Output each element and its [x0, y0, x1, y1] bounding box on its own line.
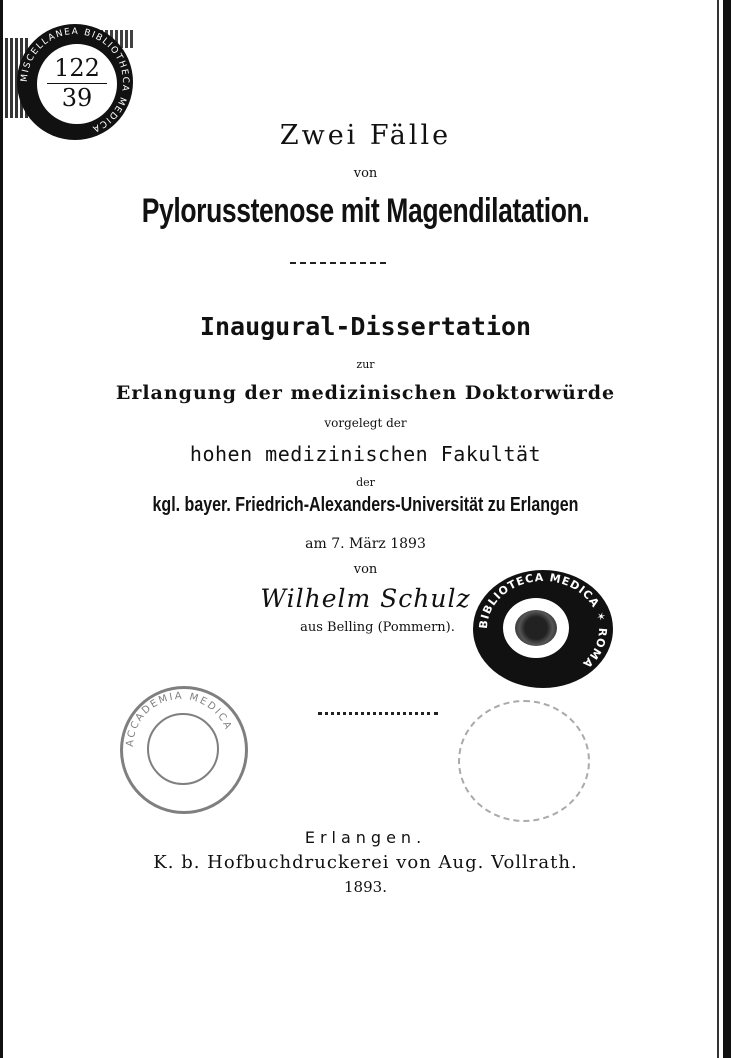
author-origin: aus Belling (Pommern).	[300, 620, 455, 635]
accademia-stamp-text: ACCADEMIA MEDICA	[124, 690, 234, 748]
faded-stamp	[458, 700, 590, 822]
ornament-dots	[318, 712, 438, 715]
dissertation-vorgelegt: vorgelegt der	[324, 416, 407, 430]
dissertation-date: am 7. März 1893	[305, 536, 426, 552]
title-line-1: Zwei Fälle	[279, 120, 452, 151]
page-edge-right	[723, 0, 731, 1058]
dissertation-zur: zur	[356, 358, 375, 371]
biblioteca-stamp-emblem	[515, 610, 557, 646]
university-name: kgl. bayer. Friedrich-Alexanders-Universität zu Erlangen	[152, 494, 579, 516]
dissertation-purpose: Erlangung der medizinischen Doktorwürde	[115, 382, 616, 404]
title-line-2: von	[353, 166, 378, 181]
imprint-printer: K. b. Hofbuchdruckerei von Aug. Vollrath.	[153, 852, 578, 873]
main-title: Pylorusstenose mit Magendilatation.	[141, 192, 590, 230]
accademia-stamp-inner-ring	[147, 713, 219, 785]
library-number-top: 122	[54, 54, 100, 82]
faculty-name: hohen medizinischen Fakultät	[189, 442, 542, 466]
page-edge-left	[0, 0, 3, 1058]
dissertation-heading: Inaugural-Dissertation	[199, 312, 532, 341]
biblioteca-stamp-center	[503, 598, 569, 658]
imprint-city: Erlangen.	[304, 828, 427, 847]
library-stamp-center	[37, 44, 117, 124]
imprint-year: 1893.	[344, 878, 387, 896]
author-name: Wilhelm Schulz	[260, 584, 471, 613]
dissertation-von: von	[353, 562, 378, 577]
biblioteca-medica-stamp	[473, 570, 613, 688]
dissertation-der: der	[356, 476, 375, 489]
title-divider	[290, 262, 386, 264]
page-edge-right-line	[717, 0, 719, 1058]
library-number-bottom: 39	[61, 84, 93, 112]
accademia-medica-stamp	[120, 686, 248, 814]
biblioteca-stamp-text: BIBLIOTECA MEDICA ✶ ROMA	[476, 570, 610, 671]
library-stamp-ring-text: MISCELLANEA BIBLIOTHECA MEDICA	[19, 26, 131, 134]
